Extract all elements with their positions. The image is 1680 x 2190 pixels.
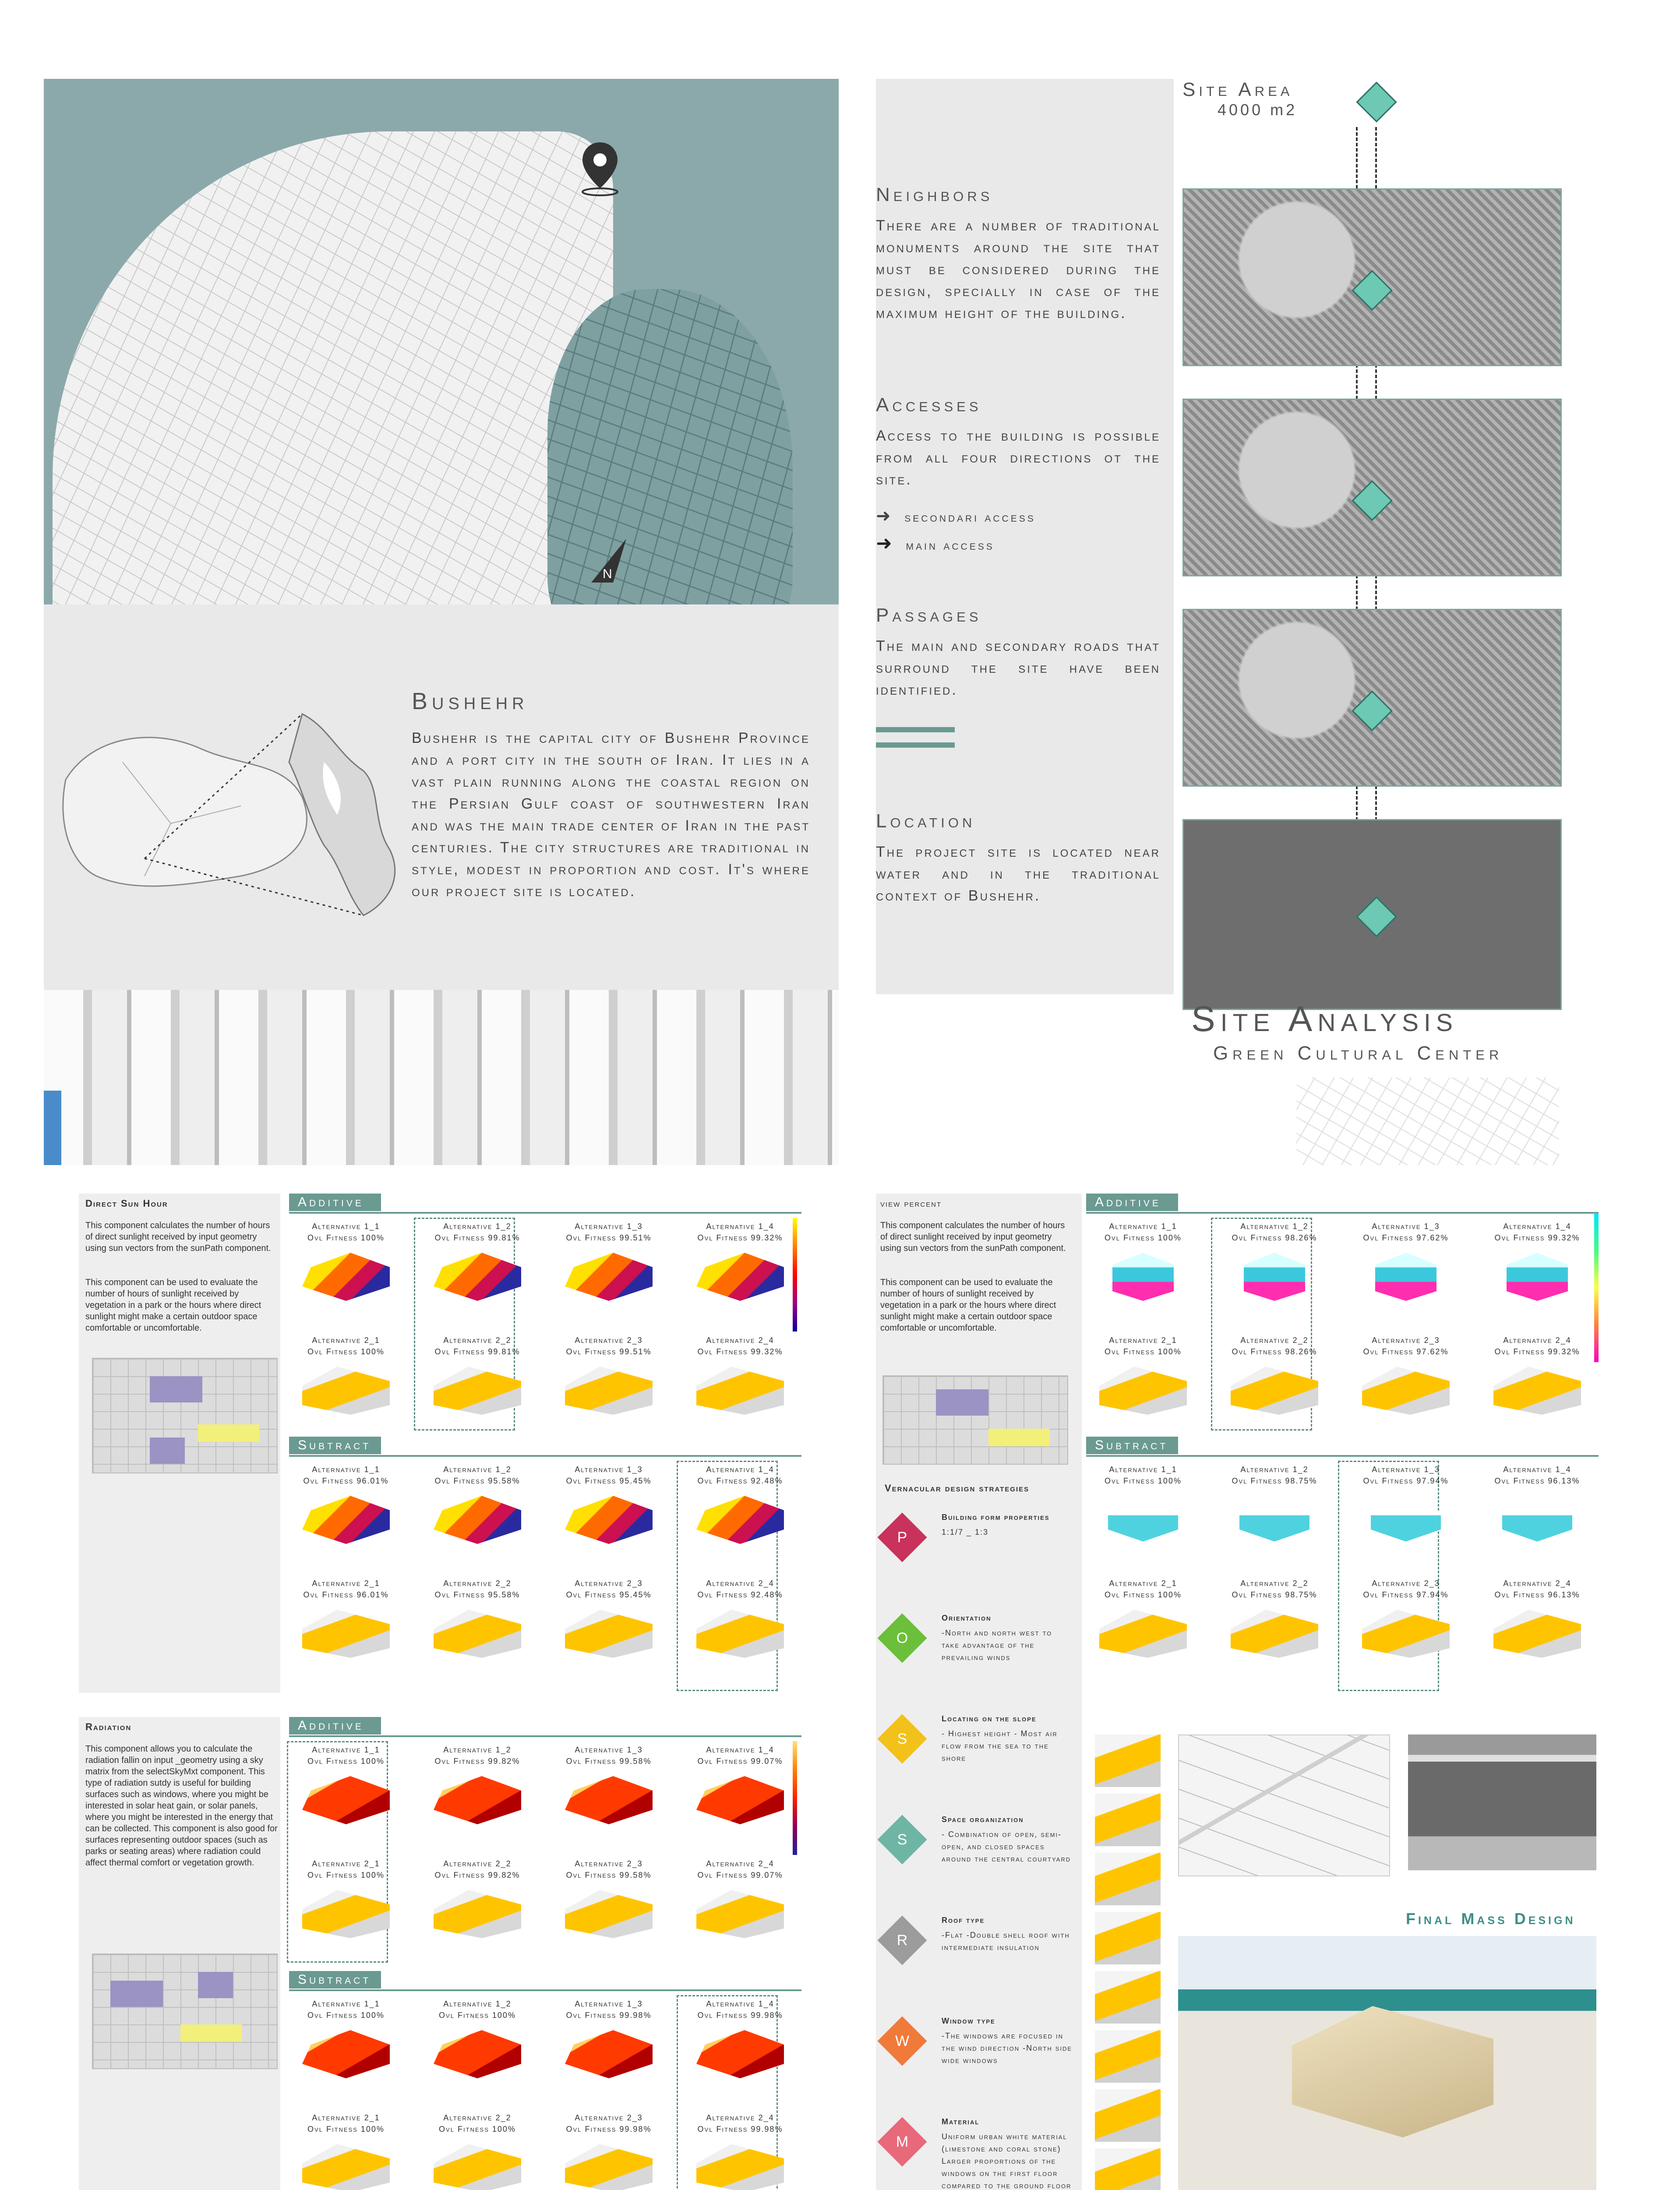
final-mass-title: Final Mass Design: [1406, 1910, 1576, 1928]
header-rule: [1086, 1212, 1599, 1214]
selected-alternative-frame: [1338, 1461, 1439, 1691]
alternative-name: Alternative 1_3: [575, 1999, 643, 2008]
alternative-render: [302, 1610, 390, 1658]
strategy-heading: Locating on the slope: [942, 1714, 1037, 1723]
strategy-heading: Roof type: [942, 1916, 985, 1925]
alternative-render: [565, 2144, 653, 2190]
strategy-letter: O: [896, 1630, 908, 1646]
mass-thumbnail: [1095, 2148, 1161, 2190]
alternative-name: Alternative 1_4: [706, 1999, 774, 2008]
alternative-name: Alternative 2_3: [575, 1579, 643, 1588]
grasshopper-definition: [92, 1953, 278, 2069]
alternative-fitness: Ovl Fitness 99.98%: [566, 2125, 652, 2133]
alternative-fitness: Ovl Fitness 99.98%: [697, 2011, 783, 2020]
arrow-right-icon: ➜: [876, 506, 893, 526]
view-subtract-header: Subtract: [1086, 1437, 1178, 1454]
strategy-body: - Highest height - Most air flow from the sea to the shore: [942, 1729, 1058, 1763]
alternative-fitness: Ovl Fitness 100%: [307, 1757, 385, 1766]
mass-thumbnail: [1095, 2030, 1161, 2083]
location-pin-icon: [578, 140, 622, 197]
strategy-body: - Combination of open, semi-open, and closed spaces around the central courtyard: [942, 1830, 1071, 1863]
passages-text: The main and secondary roads that surround the site have been identified.: [876, 638, 1161, 698]
alternative-name: Alternative 1_4: [706, 1222, 774, 1231]
strategy-body: Uniform urban white material (limestone and coral stone) Larger proportions of the windows on the first floor compared to the ground floor: [942, 2132, 1072, 2190]
alternative-fitness: Ovl Fitness 99.98%: [566, 2011, 652, 2020]
header-rule: [1086, 1455, 1599, 1457]
alternative-name: Alternative 1_1: [312, 1222, 380, 1231]
alternative-render: [434, 1610, 521, 1658]
grasshopper-definition: [92, 1358, 278, 1473]
radiation-legend: [793, 1741, 797, 1855]
alternative-render: [696, 1367, 784, 1415]
alternative-fitness: Ovl Fitness 92.48%: [697, 1590, 783, 1599]
alternative-fitness: Ovl Fitness 100%: [1105, 1590, 1182, 1599]
alternative-name: Alternative 2_1: [312, 1579, 380, 1588]
header-rule: [289, 1989, 801, 1991]
alternative-render: [1362, 1367, 1450, 1415]
alternative-fitness: Ovl Fitness 99.07%: [697, 1871, 783, 1879]
strategy-heading: Material: [942, 2117, 980, 2126]
alternative-name: Alternative 2_2: [443, 1579, 512, 1588]
alternative-fitness: Ovl Fitness 99.81%: [434, 1233, 520, 1242]
alternative-name: Alternative 1_4: [1503, 1222, 1571, 1231]
alternative-fitness: Ovl Fitness 99.98%: [697, 2125, 783, 2133]
alternative-render: [434, 1496, 521, 1544]
alternative-fitness: Ovl Fitness 100%: [307, 1233, 385, 1242]
alternative-name: Alternative 1_1: [1109, 1465, 1177, 1474]
alternative-fitness: Ovl Fitness 95.58%: [434, 1590, 520, 1599]
alternative-fitness: Ovl Fitness 99.81%: [434, 1347, 520, 1356]
bushehr-description: Bushehr is the capital city of Bushehr Province and a port city in the south of Iran. It lies in a vast plain running along the coastal region on the Persian Gulf coast of southwestern Iran and was the main trade center of Iran in the past centuries. The city structures are traditional in style, modest in proportion and cost. It's where our project site is located.: [412, 730, 810, 900]
final-mass-render: [1178, 1936, 1596, 2190]
alternative-fitness: Ovl Fitness 96.01%: [303, 1476, 389, 1485]
passages-title: Passages: [876, 604, 982, 626]
strategy-heading: Window type: [942, 2017, 995, 2025]
alternative-render: [1099, 1610, 1187, 1658]
view-percent-desc-1: This component calculates the number of hours of direct sunlight received by input geometry using sun vectors from the sunPath component.: [880, 1221, 1066, 1253]
massing-render: [44, 990, 839, 1165]
strategy-letter: S: [897, 1731, 907, 1747]
alternative-render: [696, 1253, 784, 1301]
alternative-render: [434, 2030, 521, 2078]
radiation-additive-header: Additive: [289, 1717, 381, 1734]
strategy-heading: Orientation: [942, 1614, 992, 1622]
alternative-name: Alternative 2_3: [1372, 1336, 1440, 1345]
strategy-letter: W: [895, 2033, 910, 2049]
alternative-name: Alternative 2_3: [575, 1859, 643, 1868]
alternative-fitness: Ovl Fitness 99.82%: [434, 1757, 520, 1766]
bushehr-title: Bushehr: [412, 688, 529, 714]
alternative-fitness: Ovl Fitness 100%: [307, 2125, 385, 2133]
main-access-label: main access: [906, 538, 995, 553]
alternative-render: [434, 1776, 521, 1824]
selected-alternative-frame: [677, 1461, 778, 1691]
alternative-name: Alternative 1_3: [1372, 1222, 1440, 1231]
site-analysis-panel: [876, 79, 1629, 1165]
direct-sun-desc-2: This component can be used to evaluate the number of hours of sunlight received by vegetation in a park or the hours where direct sunlight might make a certain outdoor space comfortable or uncomfortable.: [85, 1278, 261, 1333]
north-arrow-icon: [587, 534, 631, 587]
alternative-render: [565, 1776, 653, 1824]
alternative-name: Alternative 1_2: [443, 1745, 512, 1754]
alternative-render: [565, 2030, 653, 2078]
alternative-fitness: Ovl Fitness 97.94%: [1363, 1476, 1449, 1485]
alternative-name: Alternative 2_3: [575, 2113, 643, 2122]
arrow-right-icon: ➜: [876, 533, 894, 554]
alternative-render: [565, 1367, 653, 1415]
alternative-name: Alternative 1_1: [1109, 1222, 1177, 1231]
alternative-fitness: Ovl Fitness 98.75%: [1232, 1590, 1317, 1599]
alternative-fitness: Ovl Fitness 98.75%: [1232, 1476, 1317, 1485]
alternative-name: Alternative 1_1: [312, 1745, 380, 1754]
alternative-name: Alternative 1_3: [575, 1745, 643, 1754]
header-rule: [289, 1735, 801, 1737]
secondary-access-label: secondari access: [904, 510, 1036, 525]
alternative-name: Alternative 2_2: [443, 1336, 512, 1345]
mass-thumbnail: [1095, 1853, 1161, 1905]
view-percent-desc-2: This component can be used to evaluate the number of hours of sunlight received by vegetation in a park or the hours where direct sunlight might make a certain outdoor space comfortable or uncomfortable.: [880, 1278, 1056, 1333]
alternative-render: [1231, 1610, 1318, 1658]
alternative-name: Alternative 1_2: [443, 1465, 512, 1474]
header-rule: [289, 1455, 801, 1457]
neighbors-text: There are a number of traditional monuments around the site that must be considered during the design, specially in case of the maximum height of the building.: [876, 217, 1161, 321]
mass-thumbnail: [1095, 1734, 1161, 1787]
alternative-fitness: Ovl Fitness 100%: [1105, 1476, 1182, 1485]
divider: [876, 727, 955, 732]
alternative-name: Alternative 2_1: [312, 1859, 380, 1868]
alternative-fitness: Ovl Fitness 98.26%: [1232, 1233, 1317, 1242]
alternative-render: [1493, 1367, 1581, 1415]
direct-sun-title: Direct Sun Hour: [85, 1198, 168, 1209]
alternative-render: [565, 1890, 653, 1938]
strategy-letter: R: [896, 1932, 908, 1949]
diagram-sun-path: [1178, 1734, 1390, 1876]
sun-legend: [793, 1218, 797, 1332]
alternative-fitness: Ovl Fitness 99.51%: [566, 1347, 652, 1356]
mass-thumbnail: [1095, 1912, 1161, 1964]
sun-subtract-header: Subtract: [289, 1437, 381, 1454]
radiation-desc: This component allows you to calculate the radiation fallin on input _geometry using a sky matrix from the selectSkyMxt component. This type of radiation sutdy is useful for building surfaces such as windows, where you might be interested in solar heat gain, or solar panels, where you might be interested in the energy that can be collected. This component is also good for surfaces representing outdoor spaces (such as parks or seating areas) where radiation could affect thermal comfort or vegetation growth.: [85, 1744, 278, 1868]
alternative-render: [696, 1890, 784, 1938]
building-mass: [1292, 2006, 1493, 2137]
alternative-name: Alternative 2_2: [1240, 1336, 1309, 1345]
radiation-subtract-header: Subtract: [289, 1971, 381, 1989]
alternative-name: Alternative 1_1: [312, 1465, 380, 1474]
bushehr-panel: [44, 79, 839, 1165]
accent-bar: [44, 1091, 61, 1165]
alternative-name: Alternative 2_1: [1109, 1336, 1177, 1345]
alternative-fitness: Ovl Fitness 99.58%: [566, 1871, 652, 1879]
alternative-name: Alternative 2_2: [443, 2113, 512, 2122]
alternative-name: Alternative 1_2: [1240, 1222, 1309, 1231]
vernacular-photo: [1408, 1734, 1596, 1870]
alternative-name: Alternative 2_1: [312, 2113, 380, 2122]
strategy-body: -North and north west to take advantage of the prevailing winds: [942, 1628, 1052, 1662]
alternative-name: Alternative 1_1: [312, 1999, 380, 2008]
alternative-render: [696, 1776, 784, 1824]
alternative-name: Alternative 2_3: [1372, 1579, 1440, 1588]
alternative-fitness: Ovl Fitness 97.62%: [1363, 1347, 1449, 1356]
radiation-title: Radiation: [85, 1721, 132, 1732]
header-rule: [289, 1212, 801, 1214]
divider: [876, 742, 955, 748]
alternative-render: [1099, 1253, 1187, 1301]
alternative-render: [1493, 1610, 1581, 1658]
alternative-render: [302, 1253, 390, 1301]
site-analysis-title: Site Analysis: [1191, 999, 1458, 1039]
alternative-render: [302, 2144, 390, 2190]
location-title: Location: [876, 810, 976, 832]
alternative-fitness: Ovl Fitness 98.26%: [1232, 1347, 1317, 1356]
strategy-heading: Building form properties: [942, 1513, 1050, 1522]
alternative-name: Alternative 1_4: [706, 1465, 774, 1474]
svg-text:N: N: [603, 567, 612, 581]
access-legend-secondary: [876, 506, 1036, 526]
iran-map: [57, 710, 429, 920]
vernacular-title: Vernacular design strategies: [885, 1483, 1030, 1494]
alternative-fitness: Ovl Fitness 96.01%: [303, 1590, 389, 1599]
alternative-name: Alternative 1_3: [575, 1222, 643, 1231]
site-area-value: 4000 m2: [1218, 101, 1298, 119]
mass-thumbnail: [1095, 2089, 1161, 2142]
alternative-render: [1231, 1496, 1318, 1544]
old-city-map: [547, 289, 793, 648]
neighbors-title: Neighbors: [876, 184, 993, 205]
alternative-name: Alternative 2_2: [1240, 1579, 1309, 1588]
alternative-name: Alternative 1_4: [706, 1745, 774, 1754]
alternative-render: [1099, 1367, 1187, 1415]
access-legend-main: [876, 532, 995, 555]
alternative-render: [565, 1253, 653, 1301]
alternative-name: Alternative 2_4: [1503, 1579, 1571, 1588]
alternative-render: [1493, 1253, 1581, 1301]
location-text: The project site is located near water and in the traditional context of Bushehr.: [876, 844, 1161, 904]
alternative-render: [434, 1890, 521, 1938]
alternative-fitness: Ovl Fitness 99.07%: [697, 1757, 783, 1766]
alternative-name: Alternative 1_2: [443, 1999, 512, 2008]
alternative-fitness: Ovl Fitness 99.82%: [434, 1871, 520, 1879]
strategy-letter: M: [896, 2133, 909, 2150]
alternative-render: [565, 1610, 653, 1658]
alternative-fitness: Ovl Fitness 100%: [439, 2011, 516, 2020]
alternative-name: Alternative 2_1: [1109, 1579, 1177, 1588]
alternative-fitness: Ovl Fitness 100%: [307, 1347, 385, 1356]
alternative-fitness: Ovl Fitness 97.62%: [1363, 1233, 1449, 1242]
alternative-fitness: Ovl Fitness 95.45%: [566, 1590, 652, 1599]
alternative-fitness: Ovl Fitness 99.32%: [697, 1347, 783, 1356]
alternative-name: Alternative 2_3: [575, 1336, 643, 1345]
grasshopper-definition: [882, 1375, 1068, 1465]
alternative-fitness: Ovl Fitness 100%: [439, 2125, 516, 2133]
alternative-fitness: Ovl Fitness 95.45%: [566, 1476, 652, 1485]
alternative-render: [1493, 1496, 1581, 1544]
alternative-render: [565, 1496, 653, 1544]
alternative-fitness: Ovl Fitness 96.13%: [1494, 1590, 1580, 1599]
alternative-fitness: Ovl Fitness 97.94%: [1363, 1590, 1449, 1599]
alternative-fitness: Ovl Fitness 100%: [307, 1871, 385, 1879]
alternative-name: Alternative 2_4: [706, 1336, 774, 1345]
site-analysis-subtitle: Green Cultural Center: [1213, 1042, 1504, 1064]
alternative-fitness: Ovl Fitness 99.32%: [1494, 1233, 1580, 1242]
alternative-fitness: Ovl Fitness 95.58%: [434, 1476, 520, 1485]
view-legend: [1594, 1213, 1599, 1362]
alternative-name: Alternative 2_4: [706, 1859, 774, 1868]
site-marker-icon: [1356, 81, 1397, 122]
alternative-name: Alternative 2_4: [1503, 1336, 1571, 1345]
alternative-render: [302, 1367, 390, 1415]
alternative-name: Alternative 1_3: [1372, 1465, 1440, 1474]
alternative-name: Alternative 1_4: [1503, 1465, 1571, 1474]
mass-thumbnail: [1095, 1971, 1161, 2024]
alternative-name: Alternative 2_1: [312, 1336, 380, 1345]
accesses-title: Accesses: [876, 394, 982, 416]
strategy-body: -The windows are focused in the wind direction -North side wide windows: [942, 2031, 1073, 2065]
alternative-name: Alternative 2_4: [706, 2113, 774, 2122]
alternative-fitness: Ovl Fitness 100%: [307, 2011, 385, 2020]
mass-thumbnail: [1095, 1794, 1161, 1846]
alternative-fitness: Ovl Fitness 92.48%: [697, 1476, 783, 1485]
strategy-letter: P: [897, 1529, 907, 1546]
alternative-name: Alternative 2_2: [443, 1859, 512, 1868]
alternative-fitness: Ovl Fitness 96.13%: [1494, 1476, 1580, 1485]
accesses-text: Access to the building is possible from all four directions ot the site.: [876, 427, 1161, 488]
alternative-fitness: Ovl Fitness 99.32%: [697, 1233, 783, 1242]
alternative-name: Alternative 2_4: [706, 1579, 774, 1588]
strategy-body: -Flat -Double shell roof with intermediate insulation: [942, 1931, 1070, 1952]
site-area-label: Site Area: [1182, 79, 1293, 100]
alternative-render: [302, 2030, 390, 2078]
alternative-name: Alternative 1_3: [575, 1465, 643, 1474]
alternative-fitness: Ovl Fitness 99.51%: [566, 1233, 652, 1242]
alternative-name: Alternative 1_2: [1240, 1465, 1309, 1474]
strategy-letter: S: [897, 1831, 907, 1848]
alternative-render: [1099, 1496, 1187, 1544]
alternative-render: [1362, 1253, 1450, 1301]
sun-additive-header: Additive: [289, 1194, 381, 1211]
view-additive-header: Additive: [1086, 1194, 1178, 1211]
alternative-fitness: Ovl Fitness 99.58%: [566, 1757, 652, 1766]
direct-sun-desc-1: This component calculates the number of hours of direct sunlight received by input geometry using sun vectors from the sunPath component.: [85, 1221, 271, 1253]
city-map-fragment: [1296, 1077, 1559, 1165]
alternative-render: [434, 2144, 521, 2190]
strategy-body: 1:1/7 _ 1:3: [942, 1528, 989, 1537]
alternative-render: [302, 1496, 390, 1544]
view-percent-title: view percent: [880, 1198, 942, 1209]
alternative-fitness: Ovl Fitness 100%: [1105, 1347, 1182, 1356]
alternative-fitness: Ovl Fitness 99.32%: [1494, 1347, 1580, 1356]
strategy-heading: Space organization: [942, 1815, 1024, 1824]
alternative-fitness: Ovl Fitness 100%: [1105, 1233, 1182, 1242]
alternative-name: Alternative 1_2: [443, 1222, 512, 1231]
